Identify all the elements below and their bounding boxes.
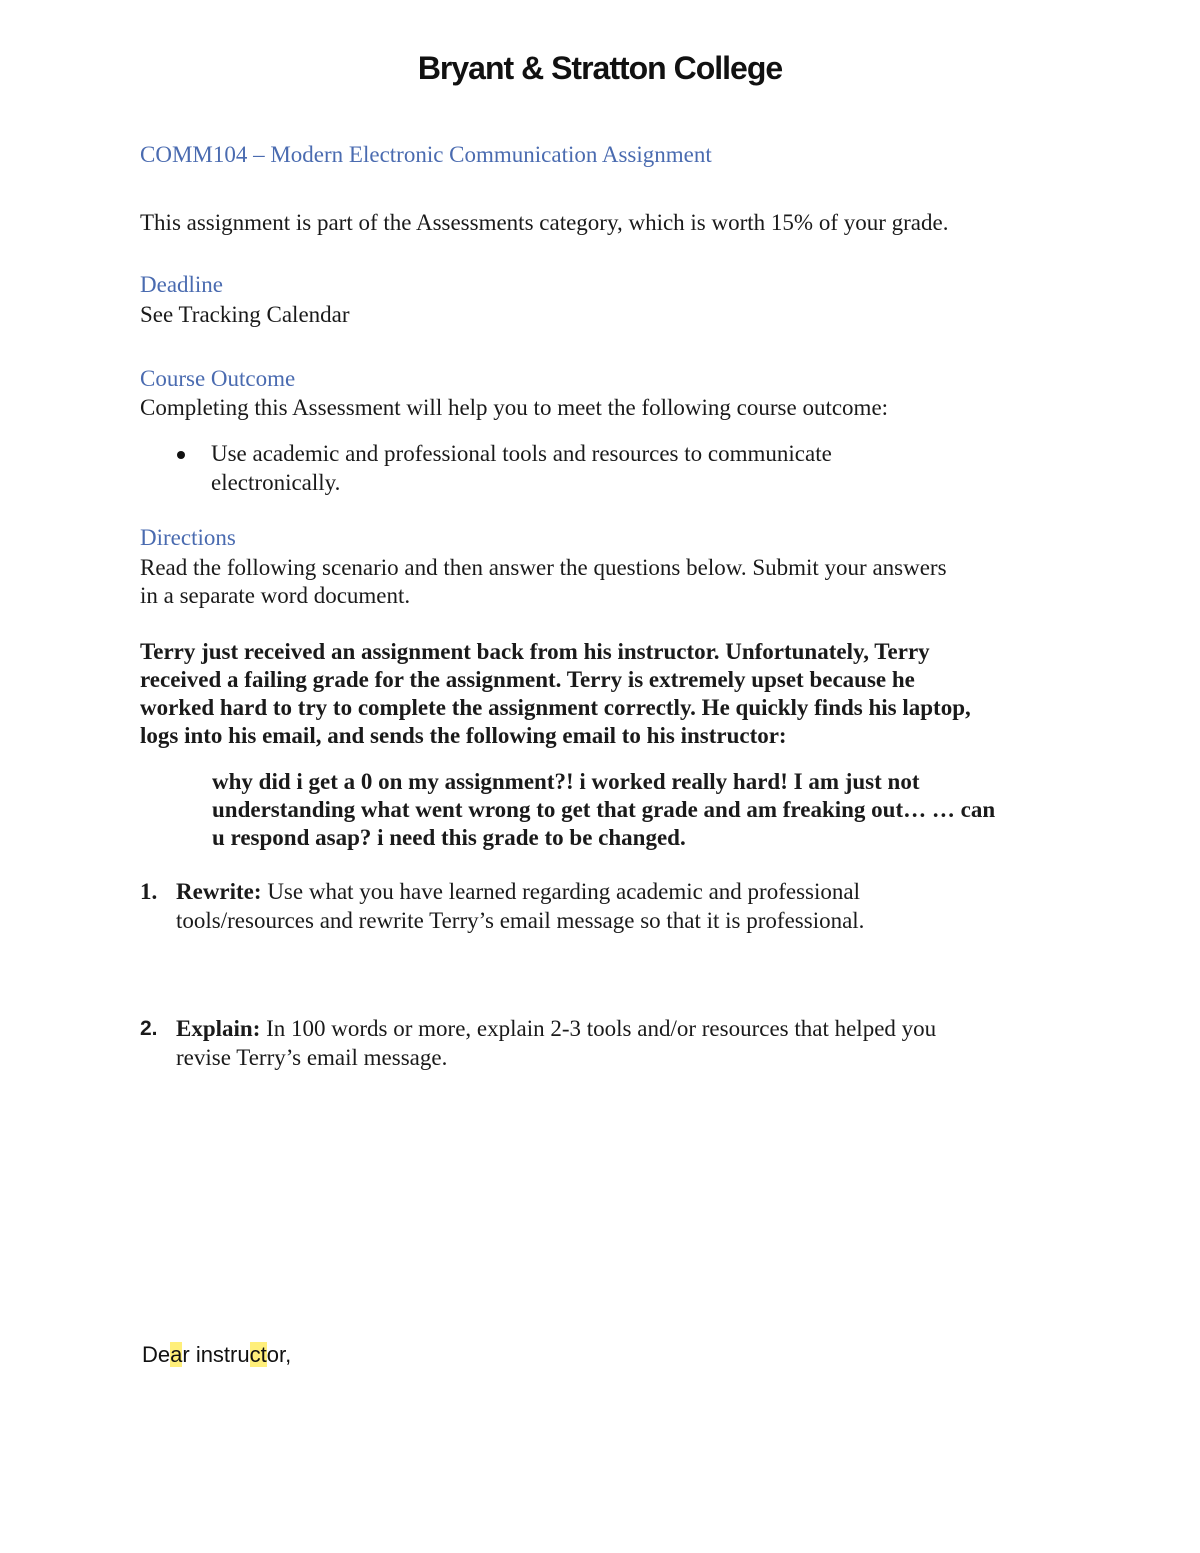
bullet-icon xyxy=(177,451,185,459)
scenario-line-1: Terry just received an assignment back from his instructor. Unfortunately, Terry xyxy=(140,639,930,664)
directions-line-2: in a separate word document. xyxy=(140,583,411,608)
email-quote-line-2: understanding what went wrong to get that grade and am freaking out… … can xyxy=(212,797,996,822)
outcome-bullet-line-1: Use academic and professional tools and resources to communicate xyxy=(211,441,832,466)
response-salutation xyxy=(142,1342,291,1368)
question-1-label: Rewrite: xyxy=(176,879,262,904)
salutation-highlight: a xyxy=(170,1342,183,1367)
directions-heading: Directions xyxy=(140,525,236,550)
course-outcome-heading: Course Outcome xyxy=(140,366,296,391)
email-quote-line-3: u respond asap? i need this grade to be changed. xyxy=(212,825,686,850)
question-1-line-1 xyxy=(176,877,860,906)
intro-paragraph: This assignment is part of the Assessments category, which is worth 15% of your grade. xyxy=(140,210,949,235)
salutation-part: De xyxy=(142,1342,171,1367)
question-1-text: Use what you have learned regarding academic and professional xyxy=(261,879,860,904)
course-outcome-text: Completing this Assessment will help you to meet the following course outcome: xyxy=(140,395,889,420)
salutation-highlight: ct xyxy=(249,1342,267,1367)
deadline-heading: Deadline xyxy=(140,272,224,297)
salutation-part: or, xyxy=(266,1342,292,1367)
scenario-line-3: worked hard to try to complete the assignment correctly. He quickly finds his laptop, xyxy=(140,695,971,720)
outcome-bullet-line-2: electronically. xyxy=(211,470,341,495)
email-quote-line-1: why did i get a 0 on my assignment?! i worked really hard! I am just not xyxy=(212,769,920,794)
question-1-number: 1. xyxy=(140,879,158,904)
question-2-line-2: revise Terry’s email message. xyxy=(176,1045,448,1070)
question-1-line-2: tools/resources and rewrite Terry’s email message so that it is professional. xyxy=(176,908,865,933)
deadline-text: See Tracking Calendar xyxy=(140,302,350,327)
college-name: Bryant & Stratton College xyxy=(417,50,783,86)
question-2-text: In 100 words or more, explain 2-3 tools and/or resources that helped you xyxy=(260,1016,937,1041)
directions-line-1: Read the following scenario and then answer the questions below. Submit your answers xyxy=(140,555,947,580)
question-2-line-1 xyxy=(176,1014,936,1043)
scenario-line-2: received a failing grade for the assignment. Terry is extremely upset because he xyxy=(140,667,915,692)
question-2-number: 2. xyxy=(140,1017,158,1040)
assignment-title: COMM104 – Modern Electronic Communication Assignment xyxy=(140,142,712,167)
question-2-label: Explain: xyxy=(176,1016,261,1041)
salutation-part: r instru xyxy=(182,1342,250,1367)
scenario-line-4: logs into his email, and sends the following email to his instructor: xyxy=(140,723,787,748)
